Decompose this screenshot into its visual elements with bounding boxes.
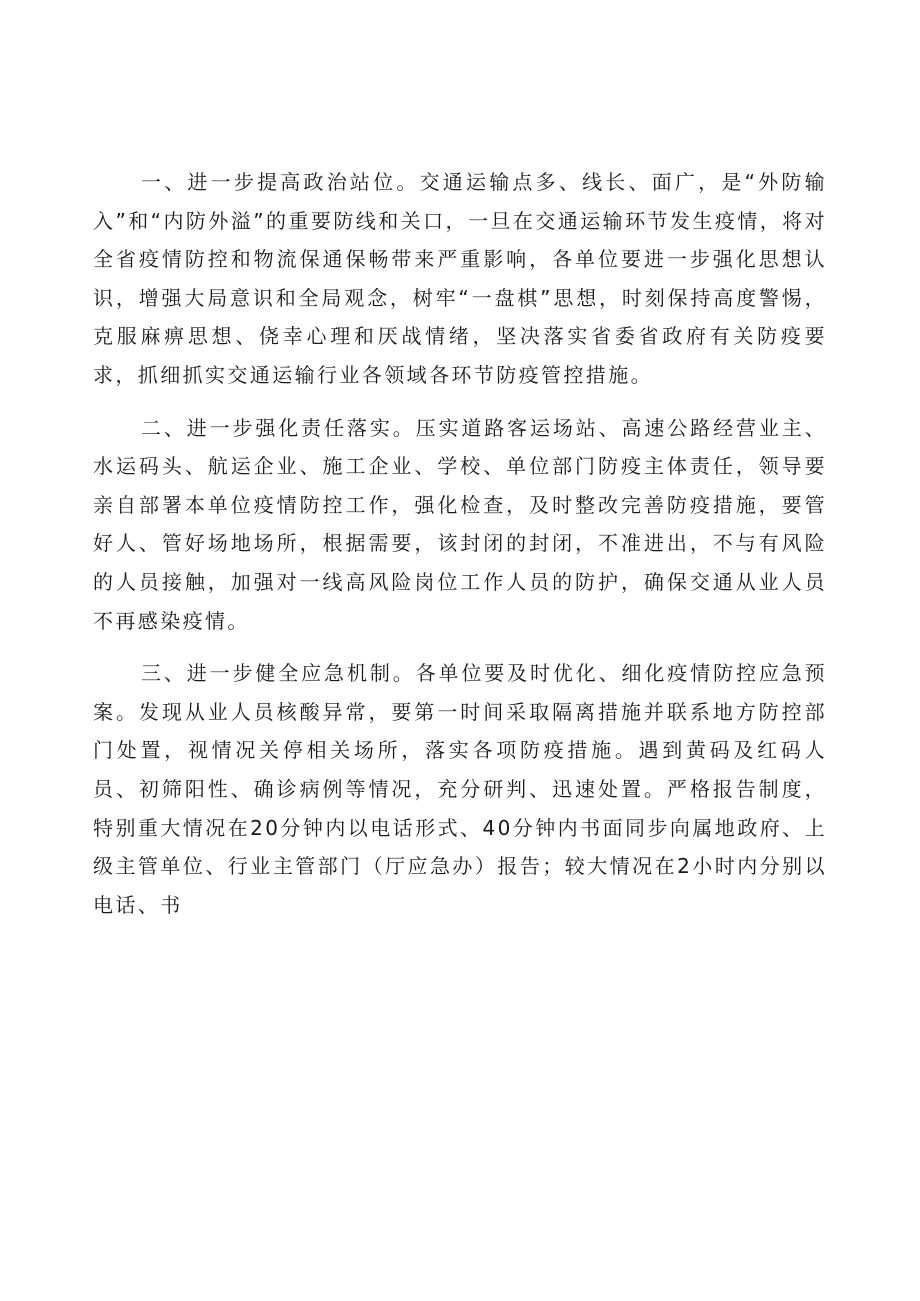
paragraph-responsibility: 二、进一步强化责任落实。压实道路客运场站、高速公路经营业主、水运码头、航运企业、施工企业、学校、单位部门防疫主体责任，领导要亲自部署本单位疫情防控工作，强化检查，及时整改完善防疫措施，要管好人、管好场地场所，根据需要，该封闭的封闭，不准进出，不与有风险的人员接触，加强对一线高风险岗位工作人员的防护，确保交通从业人员不再感染疫情。 [93, 415, 827, 633]
paragraph-emergency-mechanism: 三、进一步健全应急机制。各单位要及时优化、细化疫情防控应急预案。发现从业人员核酸异常，要第一时间采取隔离措施并联系地方防控部门处置，视情况关停相关场所，落实各项防疫措施。遇到黄码及红码人员、初筛阳性、确诊病例等情况，充分研判、迅速处置。严格报告制度，特别重大情况在20分钟内以电话形式、40分钟内书面同步向属地政府、上级主管单位、行业主管部门（厅应急办）报告；较大情况在2小时内分别以电话、书 [93, 661, 827, 917]
paragraph-political-stance: 一、进一步提高政治站位。交通运输点多、线长、面广，是“外防输入”和“内防外溢”的重要防线和关口，一旦在交通运输环节发生疫情，将对全省疫情防控和物流保通保畅带来严重影响，各单位要进一步强化思想认识，增强大局意识和全局观念，树牢“一盘棋”思想，时刻保持高度警惕，克服麻痹思想、侥幸心理和厌战情绪，坚决落实省委省政府有关防疫要求，抓细抓实交通运输行业各领域各环节防疫管控措施。 [93, 170, 827, 387]
document-body [93, 163, 827, 924]
